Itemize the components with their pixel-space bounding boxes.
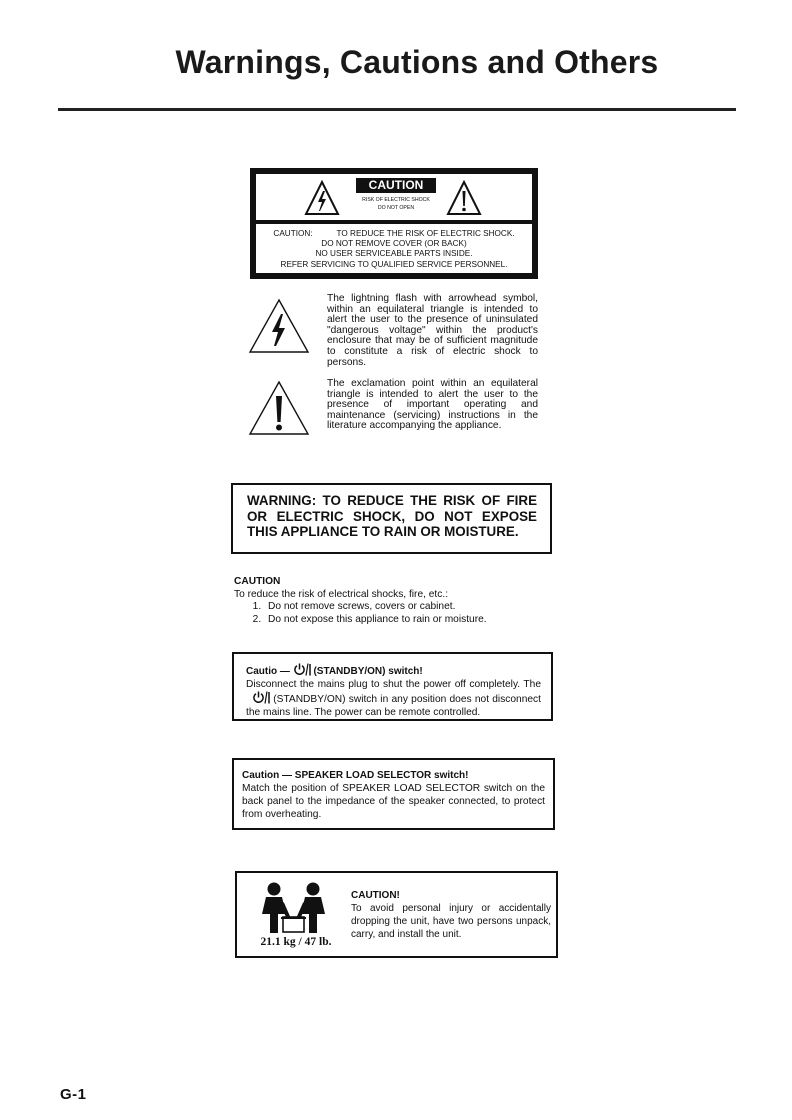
exclamation-triangle-icon — [248, 380, 310, 436]
speaker-caution-heading: Caution — SPEAKER LOAD SELECTOR switch! — [242, 770, 469, 781]
caution-section-heading: CAUTION — [234, 576, 281, 587]
lift-caution-body: To avoid personal injury or accidentally dropping the unit, have two persons unpack, carry, and install the unit. — [351, 903, 551, 940]
title-divider — [58, 108, 736, 111]
lightning-triangle-icon — [248, 298, 310, 354]
caution-section-intro: To reduce the risk of electrical shocks, fire, etc.: — [234, 588, 449, 600]
standby-power-icon — [252, 691, 270, 704]
lightning-triangle-icon — [304, 180, 340, 216]
speaker-load-selector-caution-box — [232, 758, 555, 830]
caution-label-subtext — [354, 196, 438, 212]
caution-label-line3: NO USER SERVICEABLE PARTS INSIDE. — [315, 249, 473, 259]
caution-label-heading: CAUTION — [356, 178, 436, 193]
caution-label-prefix: CAUTION: — [273, 229, 313, 238]
caution-label-line4: REFER SERVICING TO QUALIFIED SERVICE PERSONNEL. — [280, 259, 508, 269]
page-number: G-1 — [60, 1086, 87, 1103]
standby-body-part1: Disconnect the mains plug to shut the power off completely. The — [246, 679, 541, 690]
caution-label-sub-line2: DO NOT OPEN — [377, 205, 415, 211]
caution-label-top — [256, 174, 532, 220]
caution-section — [234, 576, 554, 626]
two-person-lift-caution-box — [235, 871, 558, 958]
caution-label-sub-line1: RISK OF ELECTRIC SHOCK — [362, 197, 430, 203]
caution-label-line1: TO REDUCE THE RISK OF ELECTRIC SHOCK. — [336, 229, 515, 238]
standby-caution-body — [246, 678, 541, 719]
standby-heading-prefix: Cautio — — [246, 666, 290, 677]
list-item: 1. Do not remove screws, covers or cabinet. — [264, 601, 554, 614]
caution-label-line2: DO NOT REMOVE COVER (OR BACK) — [321, 239, 467, 249]
caution-label-text — [256, 224, 532, 273]
standby-caution-heading — [246, 663, 541, 678]
lift-caution-text — [351, 889, 551, 941]
standby-heading-suffix: (STANDBY/ON) switch! — [313, 666, 423, 677]
lightning-symbol-description: The lightning flash with arrowhead symbol, within an equilateral triangle is intended to alert the user to the presence of uninsulated "dangerous voltage" within the product's enclosure that may be of sufficient magnitude to constitute a risk of electric shock to persons. — [327, 293, 538, 368]
fire-shock-warning-box: WARNING: TO REDUCE THE RISK OF FIRE OR ELECTRIC SHOCK, DO NOT EXPOSE THIS APPLIANCE TO RAIN OR MOISTURE. — [231, 483, 552, 554]
exclamation-triangle-icon — [446, 180, 482, 216]
two-person-lift-icon — [251, 881, 337, 935]
standby-body-part2: (STANDBY/ON) switch in any position does not disconnect the mains line. The power can be remote controlled. — [246, 694, 541, 718]
exclamation-symbol-description: The exclamation point within an equilateral triangle is intended to alert the user to the presence of important operating and maintenance (servicing) instructions in the literature accompanying the appliance. — [327, 378, 538, 432]
standby-switch-caution-box — [232, 652, 553, 721]
standby-power-icon — [293, 663, 311, 676]
speaker-caution-body: Match the position of SPEAKER LOAD SELECTOR switch on the back panel to the impedance of the speaker connected, to protect from overheating. — [242, 783, 545, 820]
lift-caution-heading: CAUTION! — [351, 890, 400, 901]
list-item: 2. Do not expose this appliance to rain or moisture. — [264, 614, 554, 627]
unit-weight-label: 21.1 kg / 47 lb. — [260, 936, 332, 948]
caution-label — [250, 168, 538, 279]
caution-list — [234, 601, 554, 626]
page-title: Warnings, Cautions and Others — [175, 44, 659, 80]
